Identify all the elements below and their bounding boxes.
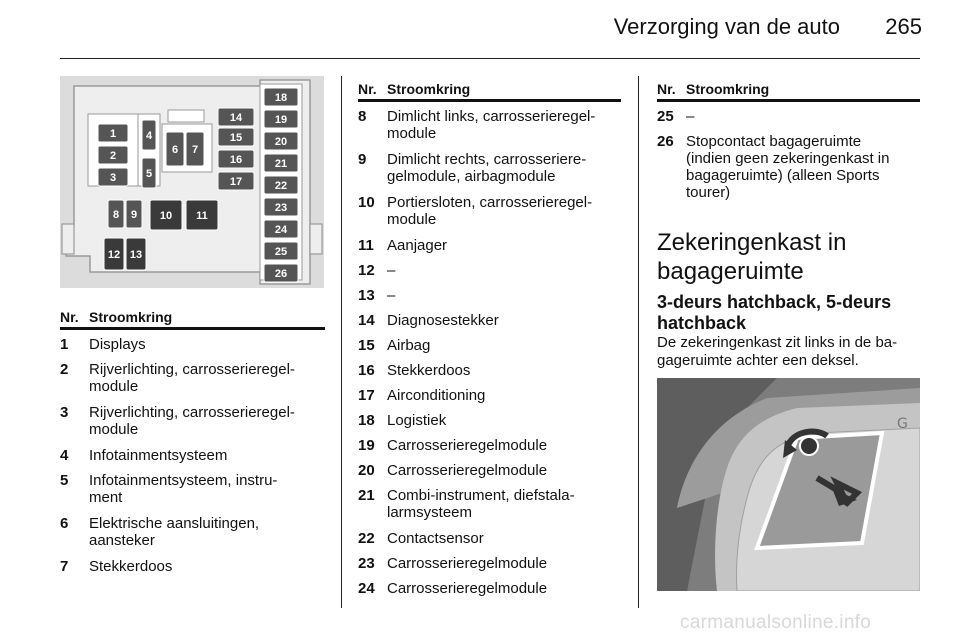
fuse-25 (264, 242, 298, 260)
fuse-number: 17 (358, 387, 375, 404)
circuit-description: Carrosserieregelmodule (387, 462, 548, 479)
fuse-label: 10 (159, 210, 173, 222)
circuit-description: Dimlicht links, carrosserieregel- module (387, 108, 596, 142)
table-header-stroomkring: Stroomkring (89, 309, 173, 325)
circuit-description: Stopcontact bagageruimte (indien geen zekeringenkast in bagageruimte) (alleen Sports tourer) (686, 133, 890, 201)
fuse-number: 23 (358, 555, 375, 572)
fuse-2 (98, 146, 128, 164)
fuse-number: 5 (60, 472, 69, 489)
fuse-7 (186, 132, 204, 166)
fuse-26 (264, 264, 298, 282)
circuit-description: – (387, 287, 396, 304)
circuit-description: Portiersloten, carrosserieregel- module (387, 194, 593, 228)
fuse-number: 14 (358, 312, 375, 329)
fuse-20 (264, 132, 298, 150)
fuse-number: 20 (358, 462, 375, 479)
fuse-5 (142, 158, 156, 188)
circuit-description: Infotainmentsysteem, instru- ment (89, 472, 278, 506)
fuse-box-diagram (60, 76, 324, 288)
fuse-18 (264, 88, 298, 106)
header-rule (60, 58, 920, 59)
table-header-nr: Nr. (60, 309, 79, 325)
fuse-label: 18 (274, 92, 288, 104)
fuse-number: 24 (358, 580, 375, 597)
circuit-description: Rijverlichting, carrosserieregel- module (89, 361, 295, 395)
fuse-6 (166, 132, 184, 166)
luggage-compartment-photo (657, 378, 920, 591)
fuse-label: 5 (145, 168, 153, 180)
circuit-description: Rijverlichting, carrosserieregel- module (89, 404, 295, 438)
fuse-label: 19 (274, 114, 288, 126)
circuit-description: Logistiek (387, 412, 447, 429)
fuse-label: 11 (196, 210, 208, 222)
fuse-number: 16 (358, 362, 375, 379)
circuit-description: Stekkerdoos (387, 362, 471, 379)
fuse-number: 13 (358, 287, 375, 304)
table-header-stroomkring: Stroomkring (387, 81, 471, 97)
footer-watermark: carmanualsonline.info (680, 612, 872, 633)
fuse-number: 22 (358, 530, 375, 547)
fuse-number: 25 (657, 108, 674, 125)
fuse-label: 13 (129, 249, 143, 261)
fuse-label: 12 (107, 249, 121, 261)
circuit-description: Stekkerdoos (89, 558, 173, 575)
circuit-description: – (686, 108, 695, 125)
section-paragraph: De zekeringenkast zit links in de ba- gageruimte achter een deksel. (657, 334, 898, 369)
fuse-3 (98, 168, 128, 186)
fuse-label: 7 (191, 144, 199, 156)
circuit-description: Dimlicht rechts, carrosseriere- gelmodule, airbagmodule (387, 151, 587, 185)
fuse-number: 8 (358, 108, 367, 125)
fuse-23 (264, 198, 298, 216)
fuse-number: 19 (358, 437, 375, 454)
diagram-right-tab (310, 224, 322, 254)
fuse-label: 2 (109, 150, 117, 162)
fuse-number: 1 (60, 336, 69, 353)
fuse-label: 21 (274, 158, 288, 170)
fuse-label: 26 (274, 268, 288, 280)
circuit-description: – (387, 262, 396, 279)
fuse-label: 25 (274, 246, 288, 258)
column-divider-2 (638, 76, 639, 608)
circuit-description: Carrosserieregelmodule (387, 580, 548, 597)
fuse-label: 6 (171, 144, 179, 156)
circuit-description: Infotainmentsysteem (89, 447, 228, 464)
fuse-19 (264, 110, 298, 128)
circuit-description: Elektrische aansluitingen, aansteker (89, 515, 260, 549)
section-subheading: 3-deurs hatchback, 5-deurs hatchback (657, 292, 892, 333)
fuse-number: 12 (358, 262, 375, 279)
circuit-description: Contactsensor (387, 530, 484, 547)
fuse-label: 24 (274, 224, 288, 236)
fuse-label: 20 (274, 136, 288, 148)
fuse-label: 23 (274, 202, 288, 214)
fuse-number: 21 (358, 487, 375, 504)
fuse-14 (218, 108, 254, 126)
fuse-number: 11 (358, 237, 374, 254)
fuse-24 (264, 220, 298, 238)
table-header-nr: Nr. (358, 81, 377, 97)
circuit-description: Carrosserieregelmodule (387, 437, 548, 454)
fuse-label: 14 (229, 112, 243, 124)
fuse-number: 10 (358, 194, 375, 211)
cover-knob (800, 437, 818, 455)
fuse-label: 9 (130, 209, 138, 221)
table-header-nr: Nr. (657, 81, 676, 97)
column-divider-1 (341, 76, 342, 608)
circuit-description: Carrosserieregelmodule (387, 555, 548, 572)
circuit-description: Airconditioning (387, 387, 486, 404)
circuit-description: Diagnosestekker (387, 312, 499, 329)
fuse-9 (126, 200, 142, 228)
circuit-description: Displays (89, 336, 146, 353)
table-header-rule (358, 99, 621, 102)
table-header-rule (60, 327, 325, 330)
fuse-label: 22 (274, 180, 288, 192)
fuse-label: 17 (229, 176, 243, 188)
fuse-4 (142, 120, 156, 150)
fuse-label: 15 (229, 132, 243, 144)
fuse-number: 7 (60, 558, 69, 575)
fuse-10 (150, 200, 182, 230)
fuse-15 (218, 128, 254, 146)
page-number: 265 (885, 14, 922, 39)
circuit-description: Combi-instrument, diefstala- larmsysteem (387, 487, 575, 521)
section-heading: Zekeringenkast in bagageruimte (657, 229, 847, 285)
fuse-number: 9 (358, 151, 367, 168)
circuit-description: Aanjager (387, 237, 448, 254)
fuse-21 (264, 154, 298, 172)
table-header-rule (657, 99, 920, 102)
diode-slot (168, 110, 204, 122)
diagram-left-tab (62, 224, 74, 254)
fuse-label: 4 (145, 130, 153, 142)
fuse-11 (186, 200, 218, 230)
fuse-16 (218, 150, 254, 168)
fuse-number: 3 (60, 404, 69, 421)
fuse-number: 18 (358, 412, 375, 429)
fuse-22 (264, 176, 298, 194)
fuse-label: 8 (112, 209, 120, 221)
fuse-8 (108, 200, 124, 228)
fuse-number: 6 (60, 515, 69, 532)
circuit-description: Airbag (387, 337, 431, 354)
fuse-13 (126, 238, 146, 270)
fuse-12 (104, 238, 124, 270)
fuse-label: 1 (109, 128, 117, 140)
logo-icon: G (897, 416, 908, 432)
fuse-number: 26 (657, 133, 674, 150)
fuse-number: 2 (60, 361, 69, 378)
table-header-stroomkring: Stroomkring (686, 81, 770, 97)
page-header-title: Verzorging van de auto (613, 14, 840, 39)
fuse-number: 4 (60, 447, 69, 464)
fuse-label: 16 (229, 154, 243, 166)
fuse-1 (98, 124, 128, 142)
fuse-number: 15 (358, 337, 375, 354)
fuse-17 (218, 172, 254, 190)
fuse-label: 3 (109, 172, 117, 184)
